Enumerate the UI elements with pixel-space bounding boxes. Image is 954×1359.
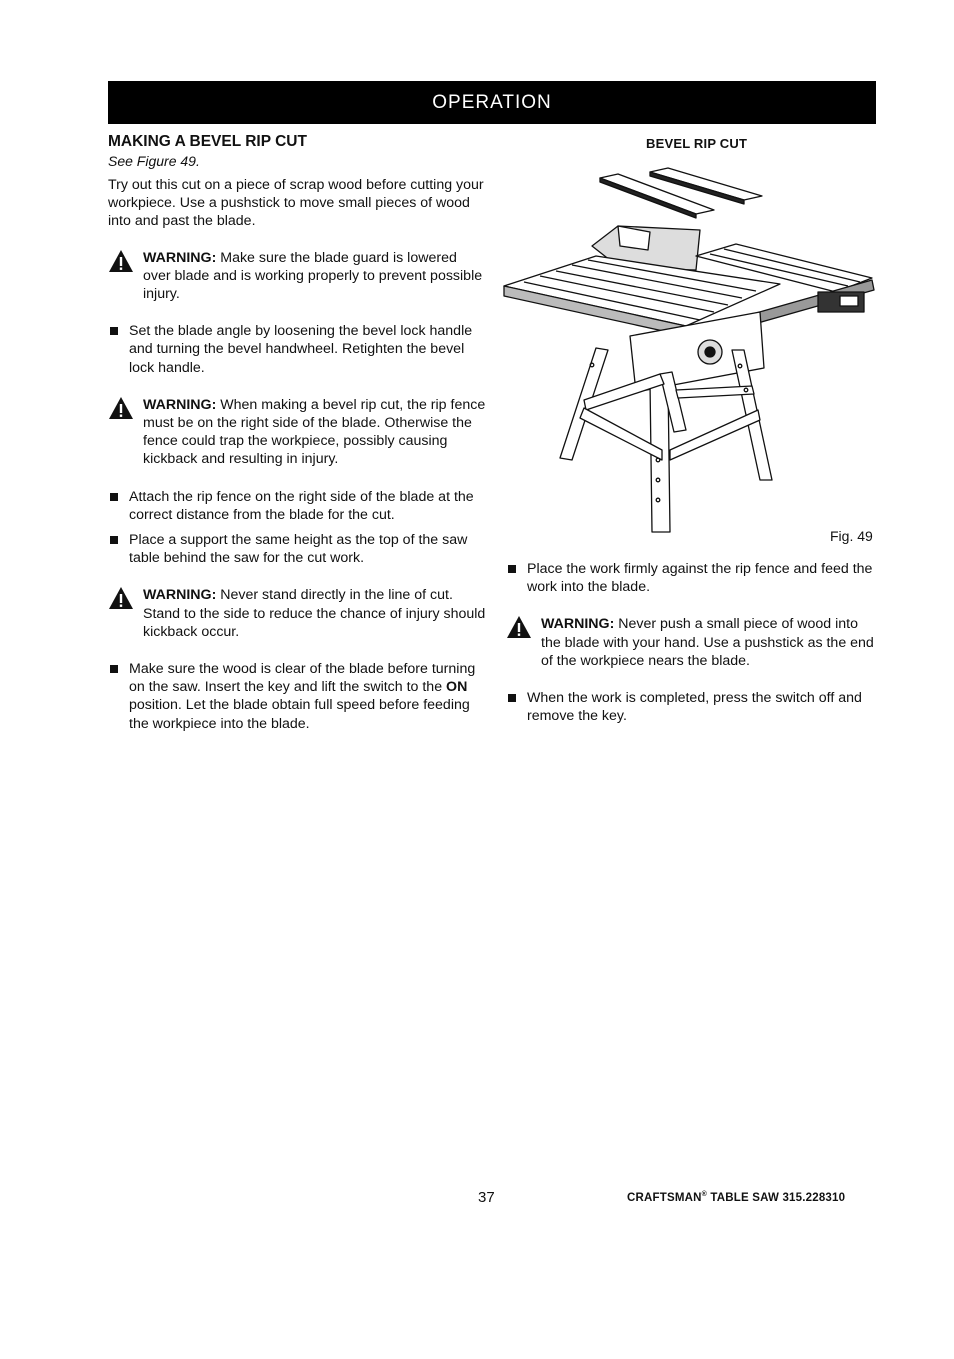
brand-name: CRAFTSMAN: [627, 1191, 702, 1204]
right-column: [506, 560, 878, 732]
list-item: [506, 560, 878, 596]
bullet-icon: [110, 493, 118, 501]
list-item: [108, 488, 486, 524]
list-item: [108, 531, 486, 567]
warning-icon: [108, 586, 134, 610]
figure-label: Fig. 49: [830, 528, 873, 544]
warning-text: When making a bevel rip cut, the rip fence must be on the right side of the blade. Otherwise the fence could trap the workpiece, possibly causing kickback and resulting in injury.: [143, 396, 486, 468]
list-item-text: Make sure the wood is clear of the blade before turning on the saw. Insert the key and lift the switch to the ON position. Let the blade obtain full speed before feeding the workpiece into the blade.: [129, 661, 476, 732]
warning-label: WARNING:: [541, 616, 615, 633]
list-item-text: Place a support the same height as the top of the saw table behind the saw for the cut work.: [129, 532, 468, 567]
bullet-icon: [110, 665, 118, 673]
warning-label: WARNING:: [143, 587, 217, 604]
list-item: [108, 660, 486, 733]
bullet-icon: [110, 536, 118, 544]
warning-icon: [108, 396, 134, 420]
list-item-text: Attach the rip fence on the right side of the blade at the correct distance from the blade for the cut.: [129, 488, 474, 523]
figure-reference: See Figure 49.: [108, 153, 200, 169]
warning-text: Never push a small piece of wood into the blade with your hand. Use a pushstick as the end of the workpiece nears the blade.: [541, 616, 874, 669]
intro-paragraph: Try out this cut on a piece of scrap wood before cutting your workpiece. Use a pushstick to move small pieces of wood into and past the blade.: [108, 177, 484, 230]
warning-rip-fence: [108, 396, 486, 469]
footer-brand: CRAFTSMAN® TABLE SAW 315.228310: [627, 1191, 846, 1204]
warning-icon: [108, 249, 134, 273]
page-number: 37: [478, 1189, 495, 1206]
warning-label: WARNING:: [143, 249, 217, 266]
warning-text: Make sure the blade guard is lowered over blade and is working properly to prevent possible injury.: [143, 249, 483, 303]
list-item-text: Set the blade angle by loosening the bevel lock handle and turning the bevel handwheel. Retighten the bevel lock handle.: [129, 323, 473, 376]
list-item-text: When the work is completed, press the switch off and remove the key.: [527, 690, 862, 725]
table-saw-illustration: [500, 160, 880, 550]
warning-icon: [506, 615, 532, 639]
warning-line-of-cut: [108, 586, 486, 641]
bullet-icon: [508, 694, 516, 702]
section-header: OPERATION: [108, 81, 876, 124]
list-item: [506, 689, 878, 725]
warning-blade-guard: [108, 249, 486, 304]
bullet-icon: [110, 327, 118, 335]
section-title: MAKING A BEVEL RIP CUT: [108, 133, 307, 150]
warning-label: WARNING:: [143, 396, 217, 413]
warning-pushstick: [506, 615, 878, 670]
list-item-text: Place the work firmly against the rip fence and feed the work into the blade.: [527, 561, 873, 596]
bullet-icon: [508, 565, 516, 573]
figure-caption: BEVEL RIP CUT: [646, 136, 748, 151]
left-column: [108, 132, 486, 740]
model-name: TABLE SAW 315.228310: [706, 1191, 846, 1204]
list-item: [108, 322, 486, 377]
warning-text: Never stand directly in the line of cut. Stand to the side to reduce the chance of injury should kickback occur.: [143, 587, 486, 640]
